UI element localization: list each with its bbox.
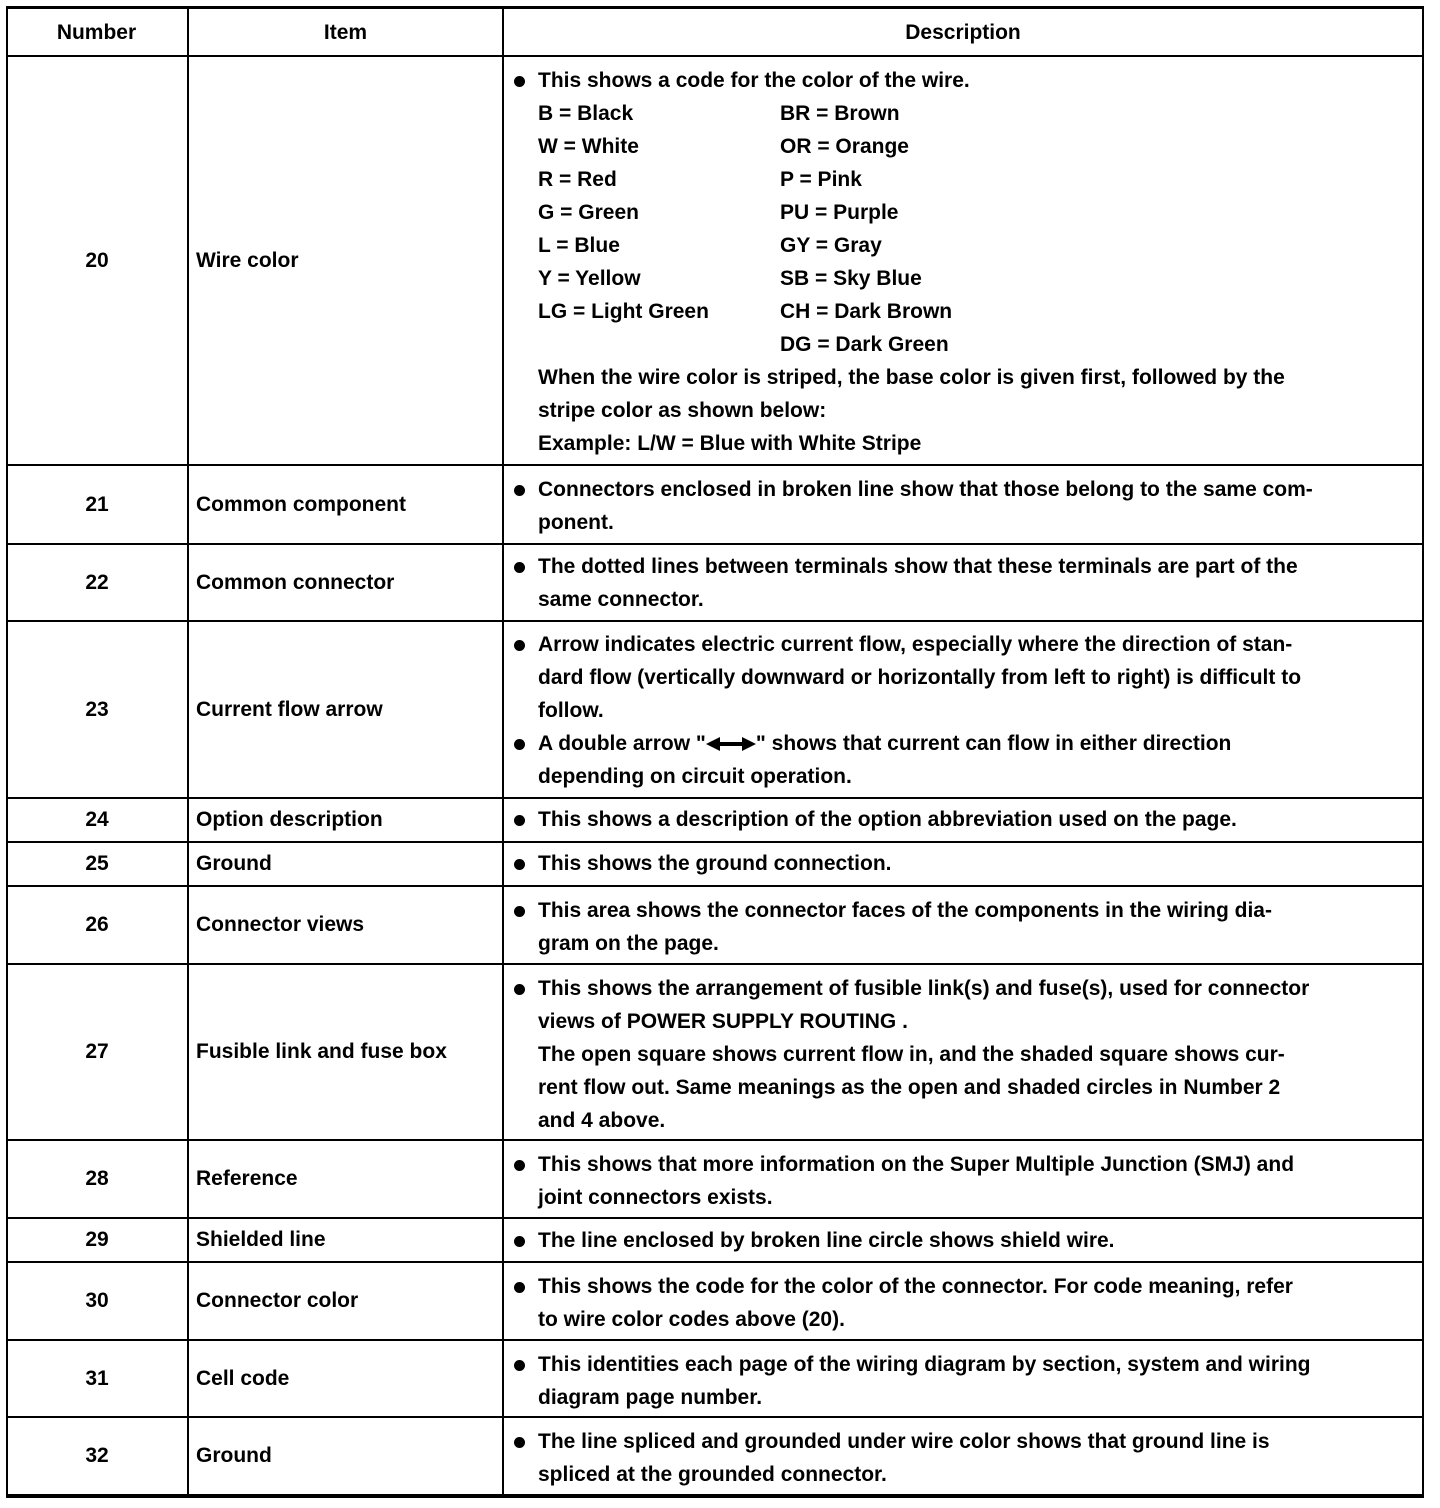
row-number: 26	[85, 913, 109, 936]
bullet-line: This shows that more information on the Super Multiple Junction (SMJ) and	[512, 1148, 1417, 1181]
stripe-example: Example: L/W = Blue with White Stripe	[538, 432, 922, 455]
table-row-27	[6, 965, 1424, 1139]
color-code: L = Blue	[538, 234, 620, 257]
description-line: gram on the page.	[538, 932, 719, 955]
row-description	[512, 1148, 1417, 1214]
description-line: follow.	[538, 699, 604, 722]
bullet-line: This area shows the connector faces of the components in the wiring dia-	[512, 894, 1417, 927]
color-code: G = Green	[538, 201, 639, 224]
row-description	[512, 894, 1417, 960]
table-row-22	[6, 545, 1424, 620]
color-code: B = Black	[538, 102, 634, 125]
table-row-32	[6, 1418, 1424, 1494]
color-code: OR = Orange	[780, 135, 909, 158]
color-code: P = Pink	[780, 168, 862, 191]
row-description	[512, 1425, 1417, 1491]
row-number: 28	[85, 1167, 109, 1190]
description-line: views of POWER SUPPLY ROUTING .	[538, 1010, 908, 1033]
bullet-line: This identities each page of the wiring diagram by section, system and wiring	[512, 1348, 1417, 1381]
code-right-col	[780, 97, 1080, 361]
row-number: 22	[85, 570, 109, 594]
description-line: diagram page number.	[538, 1386, 763, 1409]
row-item: Connector views	[196, 913, 365, 936]
description-line: spliced at the grounded connector.	[538, 1463, 887, 1486]
color-code: DG = Dark Green	[780, 333, 949, 356]
table-row-23	[6, 622, 1424, 797]
row-description	[512, 972, 1417, 1137]
bullet-line: Arrow indicates electric current flow, especially where the direction of stan-	[512, 628, 1417, 661]
color-code: BR = Brown	[780, 102, 900, 125]
description-line: same connector.	[538, 588, 704, 611]
row-number: 25	[85, 852, 109, 875]
description-line: ponent.	[538, 511, 614, 534]
wire-color-code-grid	[512, 97, 1417, 361]
table-row-30	[6, 1263, 1424, 1339]
bullet-line: The dotted lines between terminals show that these terminals are part of the	[512, 550, 1417, 583]
row-item: Common component	[196, 492, 406, 516]
bullet-line	[512, 727, 1417, 760]
bullet-line: The line spliced and grounded under wire color shows that ground line is	[512, 1425, 1417, 1458]
row-number: 20	[85, 248, 109, 272]
row-description	[512, 64, 1417, 460]
bullet-line: This shows the code for the color of the connector. For code meaning, refer	[512, 1270, 1417, 1303]
bullet-line: This shows a description of the option abbreviation used on the page.	[512, 803, 1417, 836]
row-item: Ground	[196, 1444, 272, 1467]
bullet-line: This shows a code for the color of the wire.	[512, 64, 1417, 97]
table-row-31	[6, 1341, 1424, 1416]
color-code: W = White	[538, 135, 639, 158]
double-arrow-icon	[706, 736, 756, 752]
description-line: rent flow out. Same meanings as the open and shaded circles in Number 2	[538, 1076, 1281, 1099]
row-description	[512, 803, 1417, 836]
row-item: Reference	[196, 1167, 298, 1190]
color-code: Y = Yellow	[538, 267, 641, 290]
color-code: SB = Sky Blue	[780, 267, 922, 290]
header-description: Description	[905, 21, 1021, 44]
description-line: dard flow (vertically downward or horizontally from left to right) is difficult to	[538, 666, 1302, 689]
row-description	[512, 847, 1417, 880]
row-item: Cell code	[196, 1366, 290, 1390]
table-row-28	[6, 1141, 1424, 1217]
bullet-line: The line enclosed by broken line circle shows shield wire.	[512, 1224, 1417, 1257]
code-left-col	[538, 97, 780, 361]
color-code: LG = Light Green	[538, 300, 709, 323]
row-item: Connector color	[196, 1289, 359, 1312]
row-item: Common connector	[196, 570, 395, 594]
row-number: 29	[85, 1228, 109, 1251]
row-description	[512, 473, 1417, 539]
bullet-line: This shows the ground connection.	[512, 847, 1417, 880]
row-description	[512, 550, 1417, 616]
table-row-29	[6, 1219, 1424, 1261]
double-arrow-text-pre: A double arrow "	[538, 732, 706, 755]
header-number: Number	[56, 21, 137, 44]
row-description	[512, 1348, 1417, 1414]
row-number: 32	[85, 1444, 109, 1467]
row-description	[512, 1270, 1417, 1336]
description-line: to wire color codes above (20).	[538, 1308, 845, 1331]
description-line: depending on circuit operation.	[538, 765, 852, 788]
row-item: Wire color	[196, 248, 299, 272]
row-number: 31	[85, 1366, 109, 1390]
row-number: 27	[85, 1040, 109, 1063]
description-line: joint connectors exists.	[538, 1186, 773, 1209]
table-row-26	[6, 887, 1424, 963]
description-line: The open square shows current flow in, and the shaded square shows cur-	[538, 1043, 1285, 1066]
table-row-25	[6, 843, 1424, 885]
table-row-20	[6, 57, 1424, 464]
color-code: CH = Dark Brown	[780, 300, 953, 323]
header-item: Item	[323, 21, 368, 44]
row-number: 24	[85, 808, 109, 831]
color-code: PU = Purple	[780, 201, 899, 224]
bullet-line: This shows the arrangement of fusible link(s) and fuse(s), used for connector	[512, 972, 1417, 1005]
row-item: Ground	[196, 852, 272, 875]
table-row-21	[6, 466, 1424, 543]
row-description	[512, 1224, 1417, 1257]
bullet-line: Connectors enclosed in broken line show that those belong to the same com-	[512, 473, 1417, 506]
description-line: and 4 above.	[538, 1109, 666, 1132]
row-item: Current flow arrow	[196, 697, 383, 721]
row-item: Shielded line	[196, 1228, 326, 1251]
color-code: GY = Gray	[780, 234, 882, 257]
table-row-24	[6, 799, 1424, 841]
color-code: R = Red	[538, 168, 617, 191]
row-number: 30	[85, 1289, 109, 1312]
row-item: Option description	[196, 808, 383, 831]
double-arrow-text-post: " shows that current can flow in either direction	[755, 732, 1232, 755]
row-item: Fusible link and fuse box	[196, 1040, 447, 1063]
row-number: 23	[85, 697, 109, 721]
stripe-note-line: When the wire color is striped, the base color is given first, followed by the	[538, 366, 1285, 389]
row-number: 21	[85, 492, 109, 516]
row-description	[512, 628, 1417, 793]
stripe-note-line: stripe color as shown below:	[538, 399, 827, 422]
